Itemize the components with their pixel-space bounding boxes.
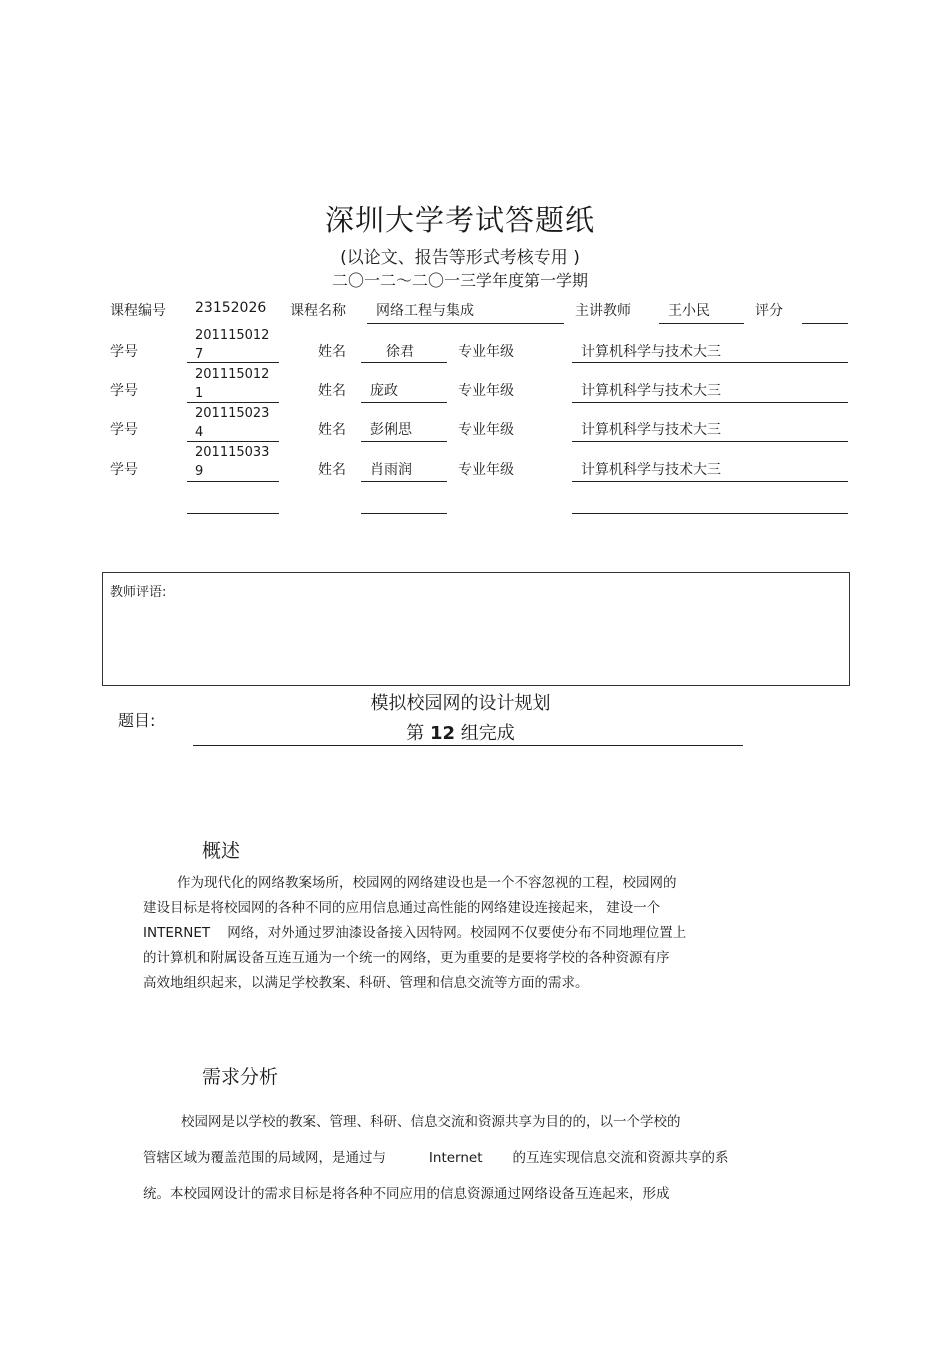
teacher-value: 王小民 <box>668 303 710 319</box>
student-id: 2011150339 <box>195 445 270 479</box>
student-major-label: 专业年级 <box>458 344 514 360</box>
student-name-label: 姓名 <box>318 462 346 478</box>
topic-group <box>193 719 728 745</box>
student-name-label: 姓名 <box>318 344 346 360</box>
student-name: 徐君 <box>386 344 414 360</box>
student-name-underline <box>361 362 447 363</box>
course-name-underline <box>367 323 564 324</box>
student-major-label: 专业年级 <box>458 422 514 438</box>
student-id-label: 学号 <box>110 462 138 478</box>
student-name-label: 姓名 <box>318 422 346 438</box>
score-underline <box>802 323 848 324</box>
topic-group-suffix: 组完成 <box>455 723 515 744</box>
student-major-label: 专业年级 <box>458 462 514 478</box>
section-body-overview <box>143 871 783 996</box>
teacher-underline <box>659 323 744 324</box>
student-name-underline <box>361 441 447 442</box>
paragraph-line: 建设目标是将校园网的各种不同的应用信息通过高性能的网络建设连接起来， 建设一个 <box>143 900 661 916</box>
teacher-comment-label: 教师评语: <box>110 585 167 600</box>
student-major: 计算机科学与技术大三 <box>581 462 721 478</box>
student-major: 计算机科学与技术大三 <box>581 344 721 360</box>
paragraph-line: 校园网是以学校的教案、管理、科研、信息交流和资源共享为目的的，以一个学校的 <box>181 1114 681 1130</box>
student-id-underline <box>187 362 279 363</box>
student-major-underline <box>572 362 848 363</box>
student-id-underline <box>187 481 279 482</box>
academic-term: 二〇一二～二〇一三学年度第一学期 <box>331 271 588 290</box>
teacher-comment-box <box>102 572 850 686</box>
paragraph-line: 管辖区域为覆盖范围的局域网，是通过与 Internet 的互连实现信息交流和资源共享的系 <box>143 1150 729 1166</box>
student-id-underline <box>187 402 279 403</box>
section-body-requirements <box>143 1104 803 1212</box>
paragraph-line: 的计算机和附属设备互连互通为一个统一的网络，更为重要的是要将学校的各种资源有序 <box>143 950 670 966</box>
teacher-label: 主讲教师 <box>575 303 631 319</box>
student-id: 2011150127 <box>195 328 270 362</box>
course-name-value: 网络工程与集成 <box>376 303 474 319</box>
student-name: 彭俐思 <box>370 422 412 438</box>
topic-label: 题目: <box>118 711 156 730</box>
student-id-label: 学号 <box>110 383 138 399</box>
student-id-label: 学号 <box>110 422 138 438</box>
student-name-underline <box>361 481 447 482</box>
paragraph-line: INTERNET 网络，对外通过罗油漆设备接入因特网。校园网不仅要使分布不同地理位置上 <box>143 925 687 941</box>
student-major: 计算机科学与技术大三 <box>581 383 721 399</box>
topic-title: 模拟校园网的设计规划 <box>370 693 551 714</box>
paragraph-line: 高效地组织起来，以满足学校教案、科研、管理和信息交流等方面的需求。 <box>143 975 589 991</box>
student-major-label: 专业年级 <box>458 383 514 399</box>
course-name-label: 课程名称 <box>290 303 346 319</box>
course-code-label: 课程编号 <box>110 303 166 319</box>
blank-major-underline <box>572 513 848 514</box>
topic-group-prefix: 第 <box>406 723 430 744</box>
student-major-underline <box>572 402 848 403</box>
score-label: 评分 <box>755 303 783 319</box>
blank-name-underline <box>361 513 447 514</box>
student-id-underline <box>187 441 279 442</box>
student-major-underline <box>572 441 848 442</box>
topic-underline <box>193 745 743 746</box>
student-id: 2011150121 <box>195 367 270 401</box>
section-heading-overview: 概述 <box>202 840 241 862</box>
topic-group-number: 12 <box>429 723 456 744</box>
section-heading-requirements: 需求分析 <box>202 1066 279 1088</box>
course-code-value: 23152026 <box>195 300 267 316</box>
document-title: 深圳大学考试答题纸 <box>324 203 595 237</box>
paragraph-line: 作为现代化的网络教案场所，校园网的网络建设也是一个不容忽视的工程，校园网的 <box>177 875 677 891</box>
student-name: 庞政 <box>370 383 398 399</box>
student-name-label: 姓名 <box>318 383 346 399</box>
student-name: 肖雨润 <box>370 462 412 478</box>
student-major: 计算机科学与技术大三 <box>581 422 721 438</box>
student-major-underline <box>572 481 848 482</box>
student-id: 2011150234 <box>195 406 270 440</box>
student-id-label: 学号 <box>110 344 138 360</box>
student-name-underline <box>361 402 447 403</box>
document-subtitle: (以论文、报告等形式考核专用 ) <box>340 248 580 268</box>
paragraph-line: 统。本校园网设计的需求目标是将各种不同应用的信息资源通过网络设备互连起来，形成 <box>143 1186 670 1202</box>
blank-id-underline <box>187 513 279 514</box>
